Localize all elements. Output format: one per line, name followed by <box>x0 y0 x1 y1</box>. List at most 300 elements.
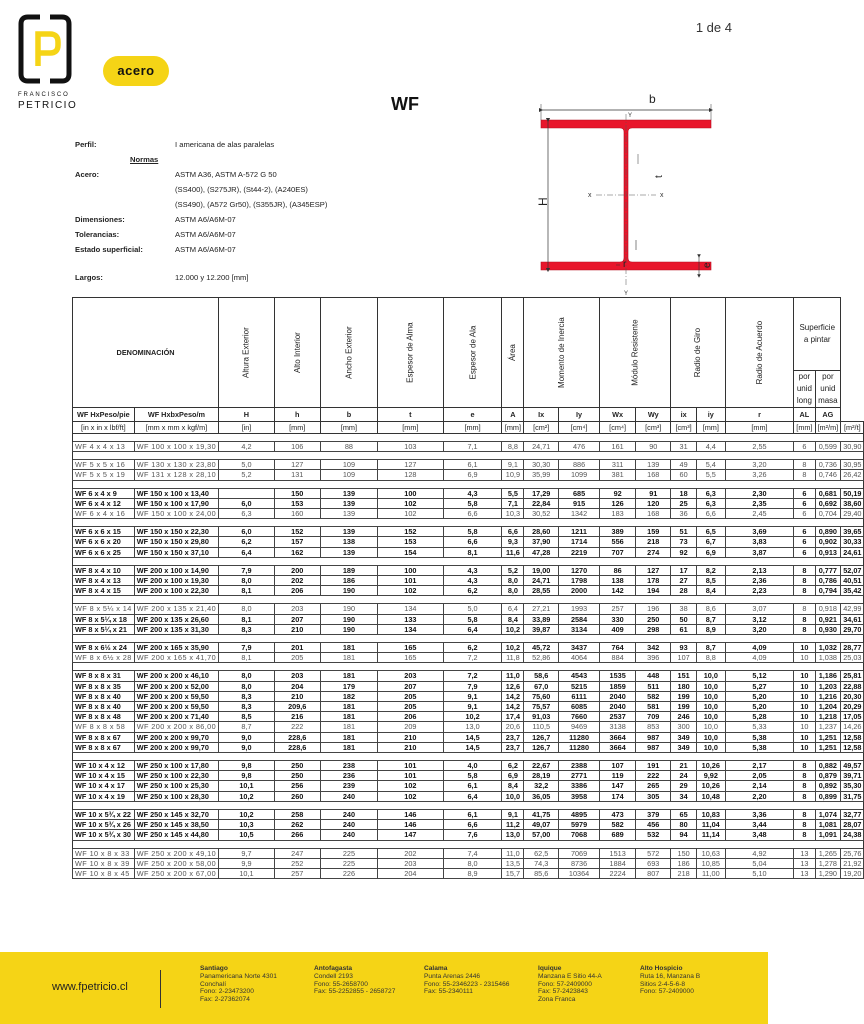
table-cell: 1,186 <box>815 671 841 681</box>
table-cell: 109 <box>320 460 377 470</box>
table-cell: 85,6 <box>524 868 559 878</box>
table-cell: 49 <box>671 460 697 470</box>
table-cell: 6,4 <box>219 547 275 557</box>
table-row <box>73 537 864 547</box>
table-row <box>73 442 864 452</box>
table-cell: 127 <box>378 460 443 470</box>
table-cell: 260 <box>274 791 320 801</box>
table-cell: 6,5 <box>696 527 725 537</box>
table-cell: 28,19 <box>524 771 559 781</box>
table-cell: 8,3 <box>219 702 275 712</box>
table-cell: 94 <box>671 830 697 840</box>
table-cell: 572 <box>636 848 671 858</box>
dim-H-label: H <box>536 197 550 206</box>
table-cell: 3,20 <box>725 624 794 634</box>
table-cell: 6 <box>794 442 815 452</box>
table-cell: 6,1 <box>443 781 502 791</box>
table-cell: 10 <box>794 712 815 722</box>
table-cell: 2,17 <box>725 761 794 771</box>
dimensiones-value: ASTM A6/A6M-07 <box>175 215 236 224</box>
cell-designation-metric: WF 200 x 200 x 71,40 <box>134 712 218 722</box>
table-cell: 107 <box>600 761 636 771</box>
table-cell: 8,4 <box>502 781 524 791</box>
table-cell: 240 <box>320 820 377 830</box>
table-row <box>73 712 864 722</box>
table-cell: 109 <box>320 470 377 480</box>
table-cell: 10 <box>794 653 815 663</box>
table-row <box>73 653 864 663</box>
table-cell: 101 <box>378 576 443 586</box>
table-cell: 6 <box>794 498 815 508</box>
table-cell: 1,203 <box>815 681 841 691</box>
table-cell: 532 <box>636 830 671 840</box>
cell-designation-imperial: WF 10 x 8 x 33 <box>73 848 135 858</box>
th-por-unid-long: por unid long <box>794 371 815 408</box>
table-cell: 13,5 <box>502 858 524 868</box>
table-cell: 6,9 <box>696 547 725 557</box>
table-cell: 7,1 <box>502 498 524 508</box>
table-cell: 764 <box>600 643 636 653</box>
table-row <box>73 527 864 537</box>
table-cell: 0,692 <box>815 498 841 508</box>
table-cell: 90 <box>636 442 671 452</box>
table-cell: 4,4 <box>696 442 725 452</box>
table-cell: 7068 <box>559 830 600 840</box>
th-superficie: Superficie a pintar <box>794 298 841 371</box>
table-cell: 25 <box>671 498 697 508</box>
dim-b-label: b <box>649 92 656 106</box>
office-iquique: Iquique Manzana E Sitio 44-A Fono: 57-2409000 Fax: 57-2423843 Zona Franca <box>538 965 602 1004</box>
table-cell: 9,9 <box>219 858 275 868</box>
table-cell: 199 <box>671 702 697 712</box>
table-cell: 300 <box>671 722 697 732</box>
cell-designation-metric: WF 250 x 200 x 67,00 <box>134 868 218 878</box>
table-cell: 6,6 <box>443 537 502 547</box>
table-cell: 10,2 <box>443 712 502 722</box>
table-cell: 20,30 <box>841 691 864 701</box>
table-cell: 24,38 <box>841 830 864 840</box>
group-spacer <box>73 434 864 442</box>
table-row <box>73 681 864 691</box>
table-cell: 987 <box>636 742 671 752</box>
table-cell: 14,2 <box>502 702 524 712</box>
table-cell: 9,7 <box>219 848 275 858</box>
cell-designation-imperial: WF 10 x 5¾ x 26 <box>73 820 135 830</box>
cell-designation-imperial: WF 8 x 5¼ x 18 <box>73 614 135 624</box>
cell-designation-imperial: WF 8 x 8 x 35 <box>73 681 135 691</box>
table-cell: 709 <box>636 712 671 722</box>
table-cell: 4895 <box>559 809 600 819</box>
table-cell: 10 <box>794 722 815 732</box>
table-cell: 152 <box>378 527 443 537</box>
table-cell: 0,704 <box>815 509 841 519</box>
table-cell: 1270 <box>559 565 600 575</box>
table-cell: 20,6 <box>502 722 524 732</box>
table-cell: 183 <box>600 509 636 519</box>
table-cell: 915 <box>559 498 600 508</box>
table-cell: 8,0 <box>502 576 524 586</box>
table-cell: 39,71 <box>841 771 864 781</box>
table-cell: 216 <box>274 712 320 722</box>
table-cell: 19,00 <box>524 565 559 575</box>
table-cell: 202 <box>274 576 320 586</box>
table-cell: 181 <box>320 742 377 752</box>
table-cell: 26,42 <box>841 470 864 480</box>
table-cell: 126,7 <box>524 732 559 742</box>
table-cell: 6,1 <box>443 460 502 470</box>
table-cell: 6,3 <box>219 509 275 519</box>
table-cell: 8 <box>794 604 815 614</box>
table-cell: 151 <box>671 671 697 681</box>
th-unit-met: [mm x mm x kgf/m] <box>134 422 218 434</box>
table-cell: 2,45 <box>725 509 794 519</box>
table-cell: 33,89 <box>524 614 559 624</box>
table-cell: 247 <box>274 848 320 858</box>
table-cell: 11,00 <box>696 868 725 878</box>
table-cell: 8736 <box>559 858 600 868</box>
table-cell: 11,0 <box>502 848 524 858</box>
cell-designation-metric: WF 250 x 145 x 32,70 <box>134 809 218 819</box>
table-cell: 103 <box>378 442 443 452</box>
table-cell: 2219 <box>559 547 600 557</box>
table-cell: 3,20 <box>725 460 794 470</box>
table-cell: 139 <box>320 509 377 519</box>
cell-designation-metric: WF 200 x 200 x 99,70 <box>134 742 218 752</box>
table-cell: 5,33 <box>725 722 794 732</box>
table-cell: 165 <box>378 653 443 663</box>
cell-designation-imperial: WF 8 x 4 x 10 <box>73 565 135 575</box>
cell-designation-imperial: WF 8 x 4 x 15 <box>73 586 135 596</box>
cell-designation-imperial: WF 8 x 8 x 67 <box>73 732 135 742</box>
table-cell: 12,58 <box>841 732 864 742</box>
table-cell: 11,8 <box>502 653 524 663</box>
table-cell: 138 <box>600 576 636 586</box>
table-cell: 31 <box>671 442 697 452</box>
table-cell: 8,1 <box>219 614 275 624</box>
cell-designation-imperial: WF 5 x 5 x 19 <box>73 470 135 480</box>
table-cell: 1,265 <box>815 848 841 858</box>
cell-designation-imperial: WF 8 x 8 x 58 <box>73 722 135 732</box>
table-cell: 2040 <box>600 691 636 701</box>
table-cell: 225 <box>320 848 377 858</box>
table-cell: 240 <box>320 830 377 840</box>
table-cell: 139 <box>320 527 377 537</box>
table-row <box>73 614 864 624</box>
table-cell: 1859 <box>600 681 636 691</box>
table-cell: 5,20 <box>725 702 794 712</box>
table-cell: 9,1 <box>443 691 502 701</box>
table-cell: 10,3 <box>219 820 275 830</box>
table-cell: 50 <box>671 614 697 624</box>
table-cell: 36 <box>671 509 697 519</box>
table-cell: 0,599 <box>815 442 841 452</box>
th-ancho: Ancho Exterior <box>344 326 354 379</box>
table-cell: 34 <box>671 791 697 801</box>
table-cell: 2,20 <box>725 791 794 801</box>
perfil-value: I americana de alas paralelas <box>175 140 275 149</box>
table-cell: 200 <box>274 565 320 575</box>
table-cell: 886 <box>559 460 600 470</box>
table-cell: 168 <box>636 470 671 480</box>
table-cell: 8 <box>794 460 815 470</box>
table-row <box>73 470 864 480</box>
table-row <box>73 848 864 858</box>
cell-designation-imperial: WF 8 x 8 x 48 <box>73 712 135 722</box>
table-cell: 6,9 <box>502 771 524 781</box>
table-cell: 10 <box>794 671 815 681</box>
table-cell: 6,2 <box>443 643 502 653</box>
table-row <box>73 604 864 614</box>
table-cell: 4,0 <box>443 761 502 771</box>
table-cell: 6,0 <box>219 527 275 537</box>
table-cell: 49,57 <box>841 761 864 771</box>
table-cell: 9,92 <box>696 771 725 781</box>
table-cell: 110,5 <box>524 722 559 732</box>
table-cell: 41,75 <box>524 809 559 819</box>
table-cell: 305 <box>636 791 671 801</box>
dim-r-label: r <box>623 259 627 270</box>
table-cell: 22,84 <box>524 498 559 508</box>
table-cell: 8,5 <box>696 576 725 586</box>
table-cell: 28,77 <box>841 643 864 653</box>
table-cell: 3,69 <box>725 527 794 537</box>
table-cell <box>219 488 275 498</box>
table-row <box>73 809 864 819</box>
table-row <box>73 509 864 519</box>
table-cell: 250 <box>274 761 320 771</box>
table-cell: 181 <box>320 643 377 653</box>
table-cell: 35,99 <box>524 470 559 480</box>
table-cell: 93 <box>671 643 697 653</box>
cell-designation-imperial: WF 8 x 6½ x 28 <box>73 653 135 663</box>
table-cell: 1,032 <box>815 643 841 653</box>
table-cell: 4,3 <box>443 488 502 498</box>
table-cell: 10,0 <box>696 722 725 732</box>
table-cell: 181 <box>320 712 377 722</box>
table-cell: 24,71 <box>524 442 559 452</box>
table-cell: 7,9 <box>219 565 275 575</box>
table-cell: 21 <box>671 761 697 771</box>
table-cell: 13 <box>794 858 815 868</box>
table-cell: 205 <box>378 702 443 712</box>
table-cell: 6 <box>794 509 815 519</box>
th-momento: Momento de Inercia <box>557 317 567 388</box>
table-cell: 853 <box>636 722 671 732</box>
table-cell: 52,07 <box>841 565 864 575</box>
table-row <box>73 643 864 653</box>
table-cell: 8,4 <box>502 614 524 624</box>
table-cell: 139 <box>636 460 671 470</box>
table-cell: 5979 <box>559 820 600 830</box>
table-cell: 8,0 <box>219 604 275 614</box>
table-cell: 8,9 <box>443 868 502 878</box>
table-cell: 0,921 <box>815 614 841 624</box>
table-cell: 10,1 <box>219 868 275 878</box>
table-cell: 174 <box>600 791 636 801</box>
cell-designation-imperial: WF 6 x 6 x 25 <box>73 547 135 557</box>
office-antofagasta: Antofagasta Condell 2193 Fono: 55-2658700 Fax: 55-2252855 - 2658727 <box>314 965 396 996</box>
table-cell: 8 <box>794 586 815 596</box>
table-cell: 190 <box>320 624 377 634</box>
table-cell: 24,71 <box>524 576 559 586</box>
table-cell: 0,918 <box>815 604 841 614</box>
cell-designation-imperial: WF 5 x 5 x 16 <box>73 460 135 470</box>
table-cell: 218 <box>671 868 697 878</box>
table-cell: 556 <box>600 537 636 547</box>
cell-designation-metric: WF 200 x 100 x 14,90 <box>134 565 218 575</box>
th-unit-cm3-x: [cm³] <box>636 422 671 434</box>
table-cell: 190 <box>320 586 377 596</box>
table-cell: 381 <box>600 470 636 480</box>
table-cell: 6,3 <box>696 498 725 508</box>
table-cell: 2,14 <box>725 781 794 791</box>
perfil-label: Perfil: <box>75 140 97 149</box>
table-cell: 6,6 <box>502 527 524 537</box>
table-cell: 92 <box>671 547 697 557</box>
table-cell: 10,2 <box>502 643 524 653</box>
footer-website-link[interactable]: www.fpetricio.cl <box>52 981 128 993</box>
table-cell: 330 <box>600 614 636 624</box>
table-cell: 6,4 <box>443 791 502 801</box>
table-cell: 0,892 <box>815 781 841 791</box>
table-cell: 8 <box>794 565 815 575</box>
table-cell: 146 <box>378 820 443 830</box>
table-cell: 7,2 <box>443 653 502 663</box>
table-cell: 8 <box>794 830 815 840</box>
table-cell: 15,7 <box>502 868 524 878</box>
table-cell: 139 <box>320 498 377 508</box>
table-cell: 3,12 <box>725 614 794 624</box>
table-cell: 0,913 <box>815 547 841 557</box>
table-row <box>73 830 864 840</box>
table-cell: 14,2 <box>502 691 524 701</box>
th-denominacion: DENOMINACIÓN <box>73 298 219 408</box>
table-cell: 0,736 <box>815 460 841 470</box>
table-cell: 6,9 <box>443 470 502 480</box>
table-cell: 258 <box>274 809 320 819</box>
table-cell: 389 <box>600 527 636 537</box>
table-cell: 32,2 <box>524 781 559 791</box>
table-cell: 1714 <box>559 537 600 547</box>
table-cell: 8 <box>794 761 815 771</box>
table-cell: 7,9 <box>219 643 275 653</box>
cell-designation-imperial: WF 4 x 4 x 13 <box>73 442 135 452</box>
table-cell: 30,90 <box>841 442 864 452</box>
table-cell: 19,20 <box>841 868 864 878</box>
table-cell: 18 <box>671 488 697 498</box>
table-cell: 2040 <box>600 702 636 712</box>
table-cell: 250 <box>636 614 671 624</box>
table-cell: 182 <box>320 691 377 701</box>
table-cell: 1,038 <box>815 653 841 663</box>
table-cell: 91 <box>636 488 671 498</box>
th-unit-cm4-y: [cm⁴] <box>600 422 636 434</box>
table-cell: 142 <box>600 586 636 596</box>
table-row <box>73 858 864 868</box>
table-cell: 226 <box>320 868 377 878</box>
table-cell: 75,57 <box>524 702 559 712</box>
table-cell: 0,902 <box>815 537 841 547</box>
table-row <box>73 586 864 596</box>
table-cell: 210 <box>378 732 443 742</box>
table-cell: 30,30 <box>524 460 559 470</box>
cell-designation-metric: WF 200 x 200 x 46,10 <box>134 671 218 681</box>
table-cell: 37,90 <box>524 537 559 547</box>
table-cell: 45,72 <box>524 643 559 653</box>
table-cell: 205 <box>378 691 443 701</box>
table-cell: 240 <box>320 809 377 819</box>
table-cell: 10 <box>794 691 815 701</box>
table-cell: 8 <box>794 576 815 586</box>
table-cell: 7660 <box>559 712 600 722</box>
table-cell: 238 <box>320 761 377 771</box>
table-cell: 17 <box>671 565 697 575</box>
table-cell: 6111 <box>559 691 600 701</box>
cell-designation-metric: WF 200 x 200 x 99,70 <box>134 732 218 742</box>
table-cell: 10,0 <box>502 791 524 801</box>
table-cell: 10,0 <box>696 702 725 712</box>
table-cell: 1099 <box>559 470 600 480</box>
table-cell: 13 <box>794 868 815 878</box>
table-cell: 581 <box>636 702 671 712</box>
table-cell: 38,60 <box>841 498 864 508</box>
table-cell: 162 <box>274 547 320 557</box>
table-cell: 8,0 <box>443 858 502 868</box>
table-cell: 10,0 <box>696 732 725 742</box>
table-cell: 0,899 <box>815 791 841 801</box>
table-cell: 10,2 <box>219 791 275 801</box>
table-cell: 119 <box>600 771 636 781</box>
table-cell: 257 <box>274 868 320 878</box>
table-cell: 1,218 <box>815 712 841 722</box>
table-cell: 8,9 <box>696 624 725 634</box>
table-cell: 100 <box>378 488 443 498</box>
table-cell: 13,0 <box>443 722 502 732</box>
table-cell: 6,2 <box>443 586 502 596</box>
table-cell: 62,5 <box>524 848 559 858</box>
table-cell: 8 <box>794 820 815 830</box>
table-cell: 10,5 <box>219 830 275 840</box>
cell-designation-metric: WF 200 x 135 x 31,30 <box>134 624 218 634</box>
group-spacer <box>73 557 864 565</box>
table-cell: 29 <box>671 781 697 791</box>
th-radio-giro: Radio de Giro <box>693 327 703 378</box>
table-cell: 2388 <box>559 761 600 771</box>
table-cell: 204 <box>378 868 443 878</box>
th-unit-m2m: [m²/m] <box>815 422 841 434</box>
th-espesor-alma: Espesor de Alma <box>405 322 415 383</box>
cell-designation-metric: WF 150 x 100 x 13,40 <box>134 488 218 498</box>
table-cell: 10,9 <box>502 470 524 480</box>
table-cell: 29,40 <box>841 509 864 519</box>
table-cell: 2000 <box>559 586 600 596</box>
acero-value-2: (SS400), (S275JR), (St44-2), (A240ES) <box>175 185 308 194</box>
table-cell: 2,05 <box>725 771 794 781</box>
table-cell: 2,36 <box>725 576 794 586</box>
table-cell: 150 <box>671 848 697 858</box>
dim-e-label: e <box>702 262 713 268</box>
table-row <box>73 791 864 801</box>
table-cell: 2771 <box>559 771 600 781</box>
th-sym-Ix: Ix <box>524 408 559 422</box>
table-cell: 202 <box>378 848 443 858</box>
table-cell: 30,52 <box>524 509 559 519</box>
table-cell: 5,04 <box>725 858 794 868</box>
cell-designation-metric: WF 250 x 100 x 17,80 <box>134 761 218 771</box>
table-cell: 689 <box>600 830 636 840</box>
tolerancias-value: ASTM A6/A6M-07 <box>175 230 236 239</box>
table-cell: 4,09 <box>725 643 794 653</box>
